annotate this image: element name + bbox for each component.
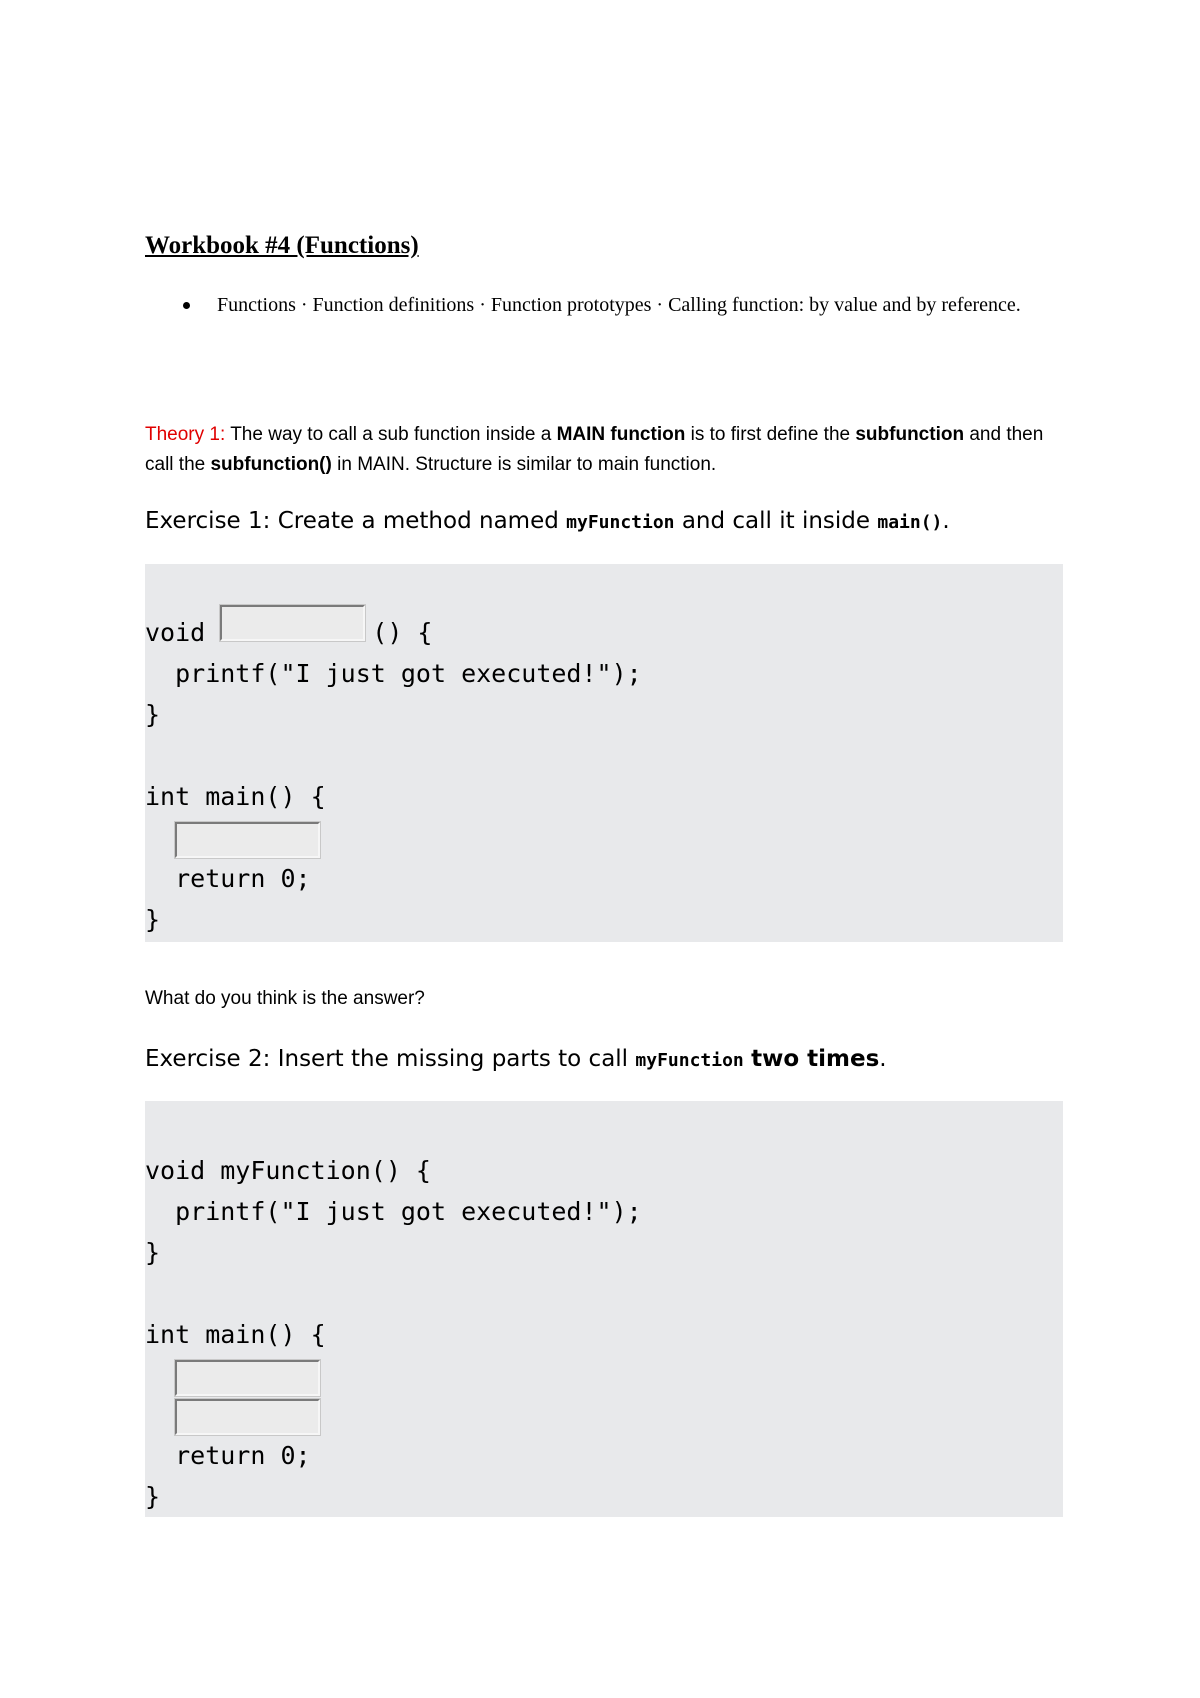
function-call-blank-input[interactable] [175,822,320,858]
bullet-icon [183,302,190,309]
function-name-blank-input[interactable] [220,605,365,641]
code-line: int main() { [145,782,326,811]
theory-text: The way to call a sub function inside a [225,424,557,445]
code-text: () { [372,618,433,647]
first-call-blank-input[interactable] [175,1360,320,1396]
code-line: return 0; [145,1441,311,1470]
exercise-1-label: Exercise 1: [145,508,271,534]
exercise-2-label: Exercise 2: [145,1046,271,1072]
code-line: void myFunction() { [145,1156,431,1185]
theory-label: Theory 1: [145,424,226,445]
topic-text: Functions · Function definitions · Function prototypes · Calling function: by value and by reference. [217,294,1021,316]
question-text: What do you think is the answer? [145,988,425,1009]
workbook-title: Workbook #4 (Functions) [145,232,419,259]
theory-text: and then call the [145,424,1044,475]
exercise-1-heading [145,508,1065,534]
exercise-2-text: . [879,1046,887,1072]
theory-text: is to first define the [685,424,856,445]
topic-list-item [145,292,1045,318]
exercise-2-code: myFunction [635,1050,744,1071]
exercise-1-code: myFunction [566,512,675,533]
code-line: printf("I just got executed!"); [145,659,642,688]
theory-bold: MAIN function [556,424,686,445]
exercise-2-bold: two times [751,1046,880,1072]
exercise-2-text: Insert the missing parts to call [270,1046,636,1072]
topic-list [145,292,1045,318]
code-line: printf("I just got executed!"); [145,1197,642,1226]
exercise-1-code-block [145,564,1063,942]
exercise-1-text: Create a method named [270,508,567,534]
theory-bold: subfunction() [210,454,332,475]
code-line: } [145,905,161,934]
second-call-blank-input[interactable] [175,1399,320,1435]
code-line: return 0; [145,864,311,893]
exercise-2-text [744,1046,751,1072]
exercise-2-code-block [145,1101,1063,1517]
exercise-1-code: main() [877,512,943,533]
code-line: } [145,700,161,729]
code-keyword: void [145,618,221,647]
theory-paragraph [145,420,1065,480]
exercise-1-text: . [942,508,950,534]
theory-bold: subfunction [855,424,965,445]
theory-text: in MAIN. Structure is similar to main function. [331,454,717,475]
exercise-2-heading [145,1046,1065,1072]
code-line: int main() { [145,1320,326,1349]
exercise-1-text: and call it inside [674,508,878,534]
code-line: } [145,1238,161,1267]
code-line: } [145,1482,161,1511]
